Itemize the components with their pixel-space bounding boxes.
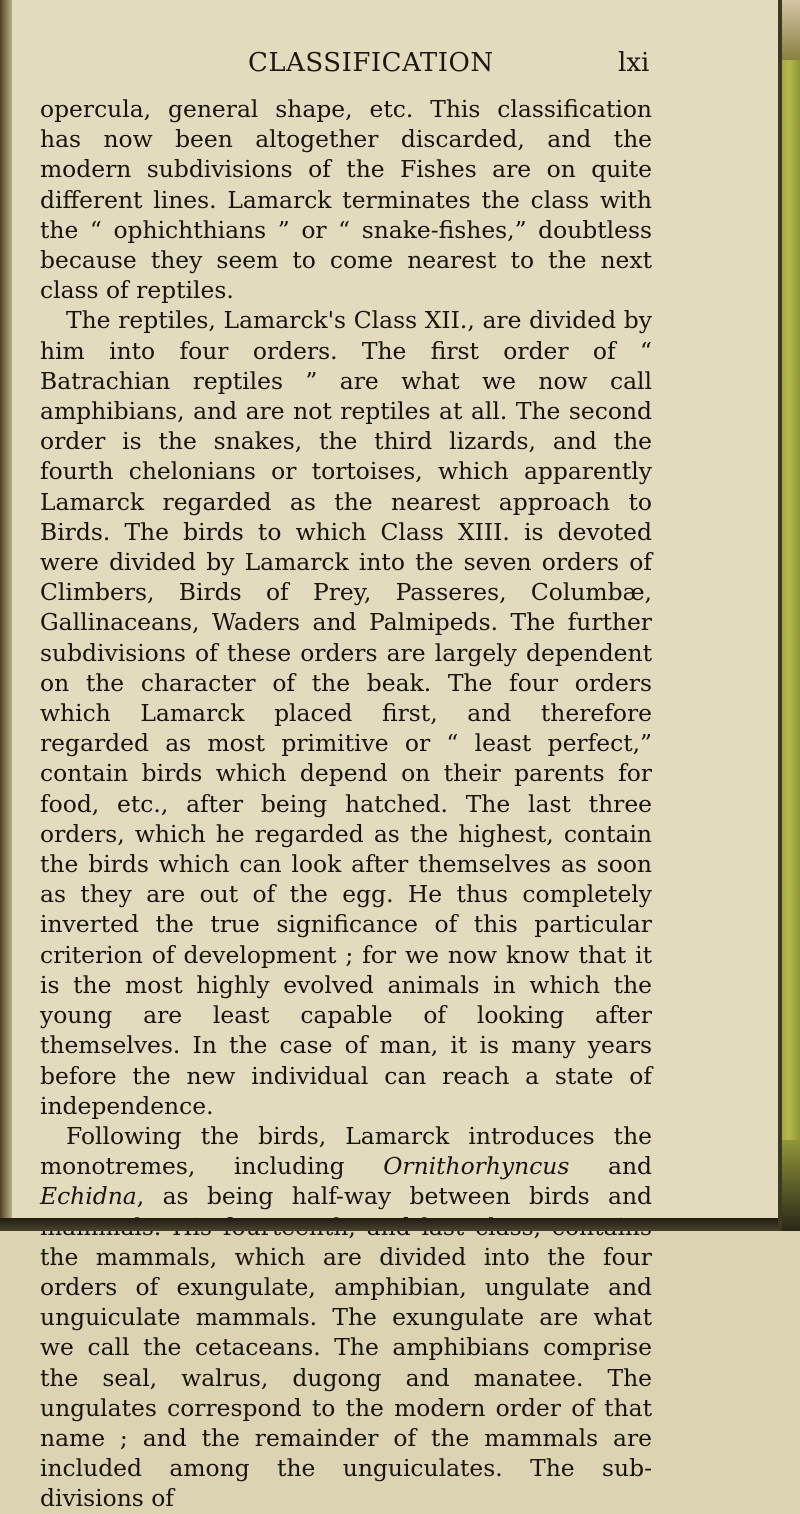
binding-top-edge: [782, 0, 800, 60]
genus-name-echidna: Echidna: [40, 1182, 137, 1211]
book-page: [12, 0, 778, 1513]
running-head: [12, 48, 778, 84]
paragraph-2: The reptiles, Lamarck's Class XII., are divided by him into four orders. The first order of “ Batrachian reptiles ” are what we now call amphibians, and are not reptiles at all. The second order is the snakes, the third lizards, and the fourth chelonians or tortoises, which apparently Lamarck regarded as the nearest approach to Birds. The birds to which Class XIII. is devoted were divided by Lamarck into the seven orders of Climbers, Birds of Prey, Passeres, Columbæ, Gallinaceans, Waders and Palmipeds. The further subdivisions of these orders are largely dependent on the character of the beak. The four orders which Lamarck placed first, and therefore regarded as most primitive or “ least perfect,” contain birds which depend on their parents for food, etc., after being hatched. The last three orders, which he regarded as the highest, contain the birds which can look after themselves as soon as they are out of the egg. He thus completely inverted the true significance of this particular criterion of development ; for we now know that it is the most highly evolved animals in which the young are least capable of looking after themselves. In the case of man, it is many years before the new individual can reach a state of independence.: [40, 306, 652, 1120]
genus-name-ornithorhyncus: Ornithorhyncus: [383, 1152, 570, 1181]
binding-shadow: [778, 0, 782, 1231]
paragraph-1: opercula, general shape, etc. This classification has now been altogether discarded, and the modern subdivisions of the Fishes are on quite different lines. Lamarck terminates the class with the “ ophichthians ” or “ snake-fishes,” doubtless because they seem to come nearest to the next class of reptiles.: [40, 95, 652, 305]
paragraph-3-text-start: Following the birds, Lamarck introduces the monotremes, including: [40, 1121, 652, 1181]
page-bottom-edge: [0, 1218, 778, 1231]
paragraph-3: [40, 1121, 652, 1514]
header-title: CLASSIFICATION: [248, 48, 494, 78]
body-text: [40, 94, 652, 1514]
page-number: lxi: [618, 48, 650, 78]
paragraph-3-text-mid: and: [569, 1152, 652, 1181]
binding-bottom-edge: [782, 1140, 800, 1231]
book-gutter-edge: [0, 0, 12, 1231]
paragraph-3-text-end: , as being half-way between birds and the mammals, which are divided into the four orders of exungulate, amphibian, ungulate and unguiculate mammals. The exungulate are what we call the cetaceans. The amphibians comprise the seal, walrus, dugong and manatee. The ungulates correspond to the modern order of that name ; and the remainder of the mammals are included among the unguiculates. The sub-divisions of: [40, 1182, 652, 1513]
